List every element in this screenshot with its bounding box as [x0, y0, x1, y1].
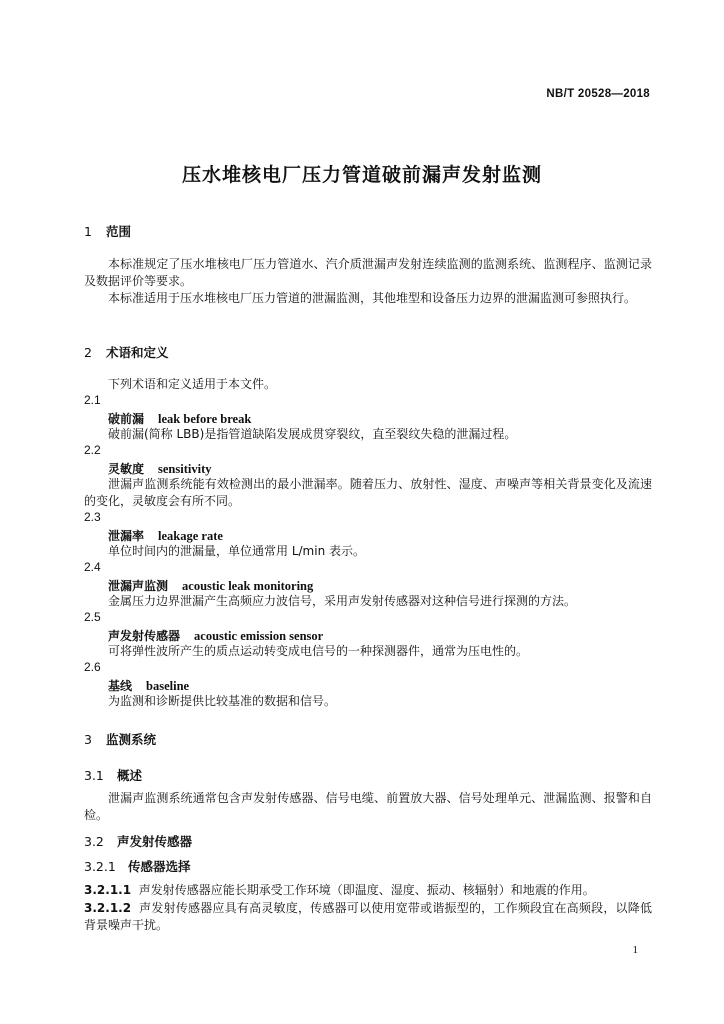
term-number: 2.2: [84, 443, 101, 457]
term-number: 2.3: [84, 510, 101, 524]
term-name: [108, 410, 251, 427]
section-3-2-1-heading: [84, 857, 191, 875]
document-code: NB/T 20528—2018: [546, 88, 650, 100]
section-number: 1: [84, 224, 92, 239]
section-1-paragraph-2: 本标准适用于压水堆核电厂压力管道的泄漏监测，其他堆型和设备压力边界的泄漏监测可参照执行。: [108, 291, 637, 305]
term-name: [108, 577, 313, 594]
term-definition: 单位时间内的泄漏量，单位通常用 L/min 表示。: [108, 544, 365, 558]
section-3-1-heading: [84, 766, 142, 784]
term-name: [108, 677, 189, 694]
section-1-paragraph-1: 本标准规定了压水堆核电厂压力管道水、汽介质泄漏声发射连续监测的监测系统、监测程序、监测记录及数据评价等要求。: [84, 257, 652, 288]
section-number: 3.2.1: [84, 859, 116, 874]
clause-number: 3.2.1.1: [84, 883, 132, 897]
clause-text: 声发射传感器应能长期承受工作环境（即温度、湿度、振动、核辐射）和地震的作用。: [138, 883, 595, 897]
section-3-2-heading: [84, 832, 192, 850]
term-definition: 可将弹性波所产生的质点运动转变成电信号的一种探测器件，通常为压电性的。: [108, 644, 529, 658]
term-en: leak before break: [158, 412, 252, 426]
section-title: 范围: [106, 224, 132, 239]
term-definition: 破前漏(简称 LBB)是指管道缺陷发展成贯穿裂纹，直至裂纹失稳的泄漏过程。: [108, 427, 517, 441]
section-2-intro: 下列术语和定义适用于本文件。: [108, 377, 277, 391]
clause-3-2-1-2: [84, 900, 652, 934]
section-3-heading: [84, 730, 156, 748]
section-title: 术语和定义: [106, 345, 169, 360]
clause-text: 声发射传感器应具有高灵敏度，传感器可以使用宽带或谐振型的，工作频段宜在高频段，以降低背景噪声干扰。: [84, 901, 652, 932]
term-en: leakage rate: [158, 529, 223, 543]
section-title: 概述: [117, 768, 143, 783]
term-name: [108, 527, 223, 544]
term-en: acoustic emission sensor: [194, 629, 324, 643]
document-title: 压水堆核电厂压力管道破前漏声发射监测: [181, 164, 542, 186]
clause-number: 3.2.1.2: [84, 901, 132, 915]
term-name: [108, 460, 212, 477]
term-zh: 基线: [108, 679, 133, 693]
section-number: 3: [84, 732, 92, 747]
term-en: baseline: [146, 679, 190, 693]
term-zh: 破前漏: [108, 412, 145, 426]
section-title: 声发射传感器: [117, 834, 193, 849]
term-zh: 泄漏声监测: [108, 579, 169, 593]
clause-3-2-1-1: [84, 882, 652, 899]
term-definition: 为监测和诊断提供比较基准的数据和信号。: [108, 694, 337, 708]
term-name: [108, 627, 323, 644]
section-title: 传感器选择: [128, 859, 191, 874]
section-3-1-paragraph: 泄漏声监测系统通常包含声发射传感器、信号电缆、前置放大器、信号处理单元、泄漏监测、报警和自检。: [84, 791, 652, 822]
page-number: 1: [632, 944, 638, 956]
section-1-heading: [84, 222, 131, 240]
term-en: sensitivity: [158, 462, 212, 476]
term-number: 2.1: [84, 393, 101, 407]
term-zh: 声发射传感器: [108, 629, 181, 643]
term-definition: 金属压力边界泄漏产生高频应力波信号，采用声发射传感器对这种信号进行探测的方法。: [108, 594, 577, 608]
term-zh: 泄漏率: [108, 529, 145, 543]
term-number: 2.4: [84, 560, 101, 574]
section-2-heading: [84, 343, 169, 361]
term-number: 2.5: [84, 610, 101, 624]
term-zh: 灵敏度: [108, 462, 145, 476]
term-definition: 泄漏声监测系统能有效检测出的最小泄漏率。随着压力、放射性、湿度、声噪声等相关背景变化及流速的变化，灵敏度会有所不同。: [84, 477, 652, 508]
section-number: 2: [84, 345, 92, 360]
section-number: 3.2: [84, 834, 104, 849]
section-number: 3.1: [84, 768, 104, 783]
term-number: 2.6: [84, 660, 101, 674]
term-en: acoustic leak monitoring: [182, 579, 314, 593]
section-title: 监测系统: [106, 732, 157, 747]
